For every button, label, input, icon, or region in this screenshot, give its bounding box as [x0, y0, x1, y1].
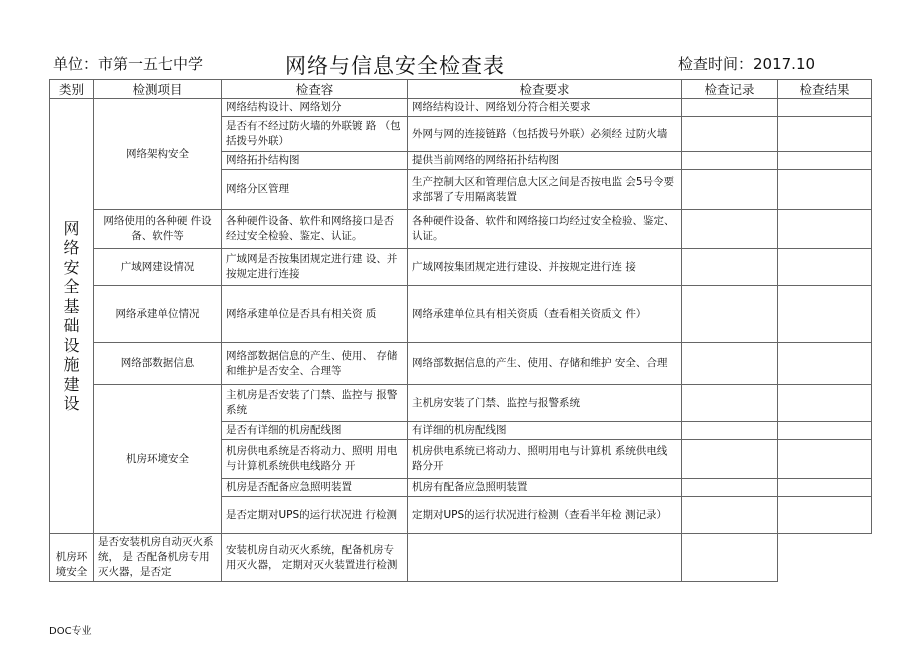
- item-cell: 网络承建单位情况: [94, 286, 222, 343]
- table-header-row: [50, 80, 872, 99]
- result-cell[interactable]: [778, 286, 872, 343]
- check-time: 检查时间：2017.10: [678, 55, 816, 73]
- col-content: 检查容: [222, 80, 408, 99]
- result-cell[interactable]: [778, 210, 872, 249]
- requirement-cell: 机房有配备应急照明装置: [408, 479, 682, 497]
- result-cell[interactable]: [778, 440, 872, 479]
- content-cell: 是否有不经过防火墙的外联镀 路 （包括拨号外联）: [222, 117, 408, 152]
- record-cell[interactable]: [682, 152, 778, 170]
- item-cell: 广域网建设情况: [94, 249, 222, 286]
- result-cell[interactable]: [778, 249, 872, 286]
- table-row: [50, 210, 872, 249]
- requirement-cell: 提供当前网络的网络拓扑结构图: [408, 152, 682, 170]
- record-cell[interactable]: [682, 249, 778, 286]
- content-cell: 机房是否配备应急照明装置: [222, 479, 408, 497]
- content-cell: 各种硬件设备、软件和网络接口是否经过安全检验、鉴定、认证。: [222, 210, 408, 249]
- requirement-cell: 网络结构设计、网络划分符合相关要求: [408, 99, 682, 117]
- result-cell[interactable]: [778, 385, 872, 422]
- requirement-cell: 机房供电系统已将动力、照明用电与计算机 系统供电线路分开: [408, 440, 682, 479]
- requirement-cell: 外网与网的连接链路（包括拨号外联）必须经 过防火墙: [408, 117, 682, 152]
- record-cell[interactable]: [682, 479, 778, 497]
- item-cell: 机房环境安全: [50, 534, 94, 582]
- result-cell[interactable]: [778, 99, 872, 117]
- result-cell[interactable]: [778, 117, 872, 152]
- requirement-cell: 定期对UPS的运行状况进行检测（查看半年检 测记录）: [408, 497, 682, 534]
- col-result: 检查结果: [778, 80, 872, 99]
- item-cell: 网络架构安全: [94, 99, 222, 210]
- footer-label: DOC专业: [49, 626, 92, 637]
- content-cell: 网络拓扑结构图: [222, 152, 408, 170]
- record-cell[interactable]: [682, 422, 778, 440]
- result-cell[interactable]: [778, 497, 872, 534]
- table-row: [50, 286, 872, 343]
- item-cell: 机房环境安全: [94, 385, 222, 534]
- record-cell[interactable]: [682, 497, 778, 534]
- requirement-cell: 有详细的机房配线图: [408, 422, 682, 440]
- record-cell[interactable]: [682, 286, 778, 343]
- result-cell[interactable]: [778, 152, 872, 170]
- requirement-cell: 广域网按集团规定进行建设、并按规定进行连 接: [408, 249, 682, 286]
- col-requirement: 检查要求: [408, 80, 682, 99]
- table-row: [50, 385, 872, 422]
- page-title: 网络与信息安全检查表: [285, 54, 505, 78]
- col-record: 检查记录: [682, 80, 778, 99]
- requirement-cell: 各种硬件设备、软件和网络接口均经过安全检验、鉴定、认证。: [408, 210, 682, 249]
- record-cell[interactable]: [682, 440, 778, 479]
- table-row: [50, 249, 872, 286]
- category-label: 网络安全基础设施建设: [63, 218, 80, 413]
- content-cell: 广域网是否按集团规定进行建 设、并按规定进行连接: [222, 249, 408, 286]
- result-cell[interactable]: [778, 479, 872, 497]
- content-cell: 网络部数据信息的产生、使用、 存储和维护是否安全、合理等: [222, 343, 408, 385]
- content-cell: 机房供电系统是否将动力、照明 用电与计算机系统供电线路分 开: [222, 440, 408, 479]
- table-row: [50, 99, 872, 117]
- result-cell[interactable]: [778, 343, 872, 385]
- inspection-table: [49, 79, 872, 582]
- content-cell: 网络分区管理: [222, 170, 408, 210]
- school-unit: 单位：市第一五七中学: [53, 55, 204, 73]
- requirement-cell: 安装机房自动灭火系统，配备机房专用灭火器， 定期对灭火装置进行检测: [222, 534, 408, 582]
- result-cell[interactable]: [778, 422, 872, 440]
- col-item: 检测项目: [94, 80, 222, 99]
- result-cell[interactable]: [778, 170, 872, 210]
- record-cell[interactable]: [408, 534, 682, 582]
- record-cell[interactable]: [682, 99, 778, 117]
- category-cell: [50, 99, 94, 534]
- record-cell[interactable]: [682, 385, 778, 422]
- content-cell: 是否定期对UPS的运行状况进 行检测: [222, 497, 408, 534]
- requirement-cell: 生产控制大区和管理信息大区之间是否按电监 会5号令要求部署了专用隔离装置: [408, 170, 682, 210]
- requirement-cell: 网络部数据信息的产生、使用、存储和维护 安全、合理: [408, 343, 682, 385]
- record-cell[interactable]: [682, 343, 778, 385]
- requirement-cell: 网络承建单位具有相关资质（查看相关资质文 件）: [408, 286, 682, 343]
- content-cell: 是否安装机房自动灭火系统， 是 否配备机房专用灭火器，是否定: [94, 534, 222, 582]
- content-cell: 是否有详细的机房配线图: [222, 422, 408, 440]
- table-row: [50, 343, 872, 385]
- record-cell[interactable]: [682, 117, 778, 152]
- document-header: [0, 50, 920, 78]
- content-cell: 网络结构设计、网络划分: [222, 99, 408, 117]
- item-cell: 网络使用的各种硬 件设备、软件等: [94, 210, 222, 249]
- record-cell[interactable]: [682, 210, 778, 249]
- item-cell: 网络部数据信息: [94, 343, 222, 385]
- content-cell: 网络承建单位是否具有相关资 质: [222, 286, 408, 343]
- content-cell: 主机房是否安装了门禁、监控与 报警系统: [222, 385, 408, 422]
- record-cell[interactable]: [682, 170, 778, 210]
- result-cell[interactable]: [682, 534, 778, 582]
- col-category: 类别: [50, 80, 94, 99]
- table-row: [50, 534, 872, 582]
- requirement-cell: 主机房安装了门禁、监控与报警系统: [408, 385, 682, 422]
